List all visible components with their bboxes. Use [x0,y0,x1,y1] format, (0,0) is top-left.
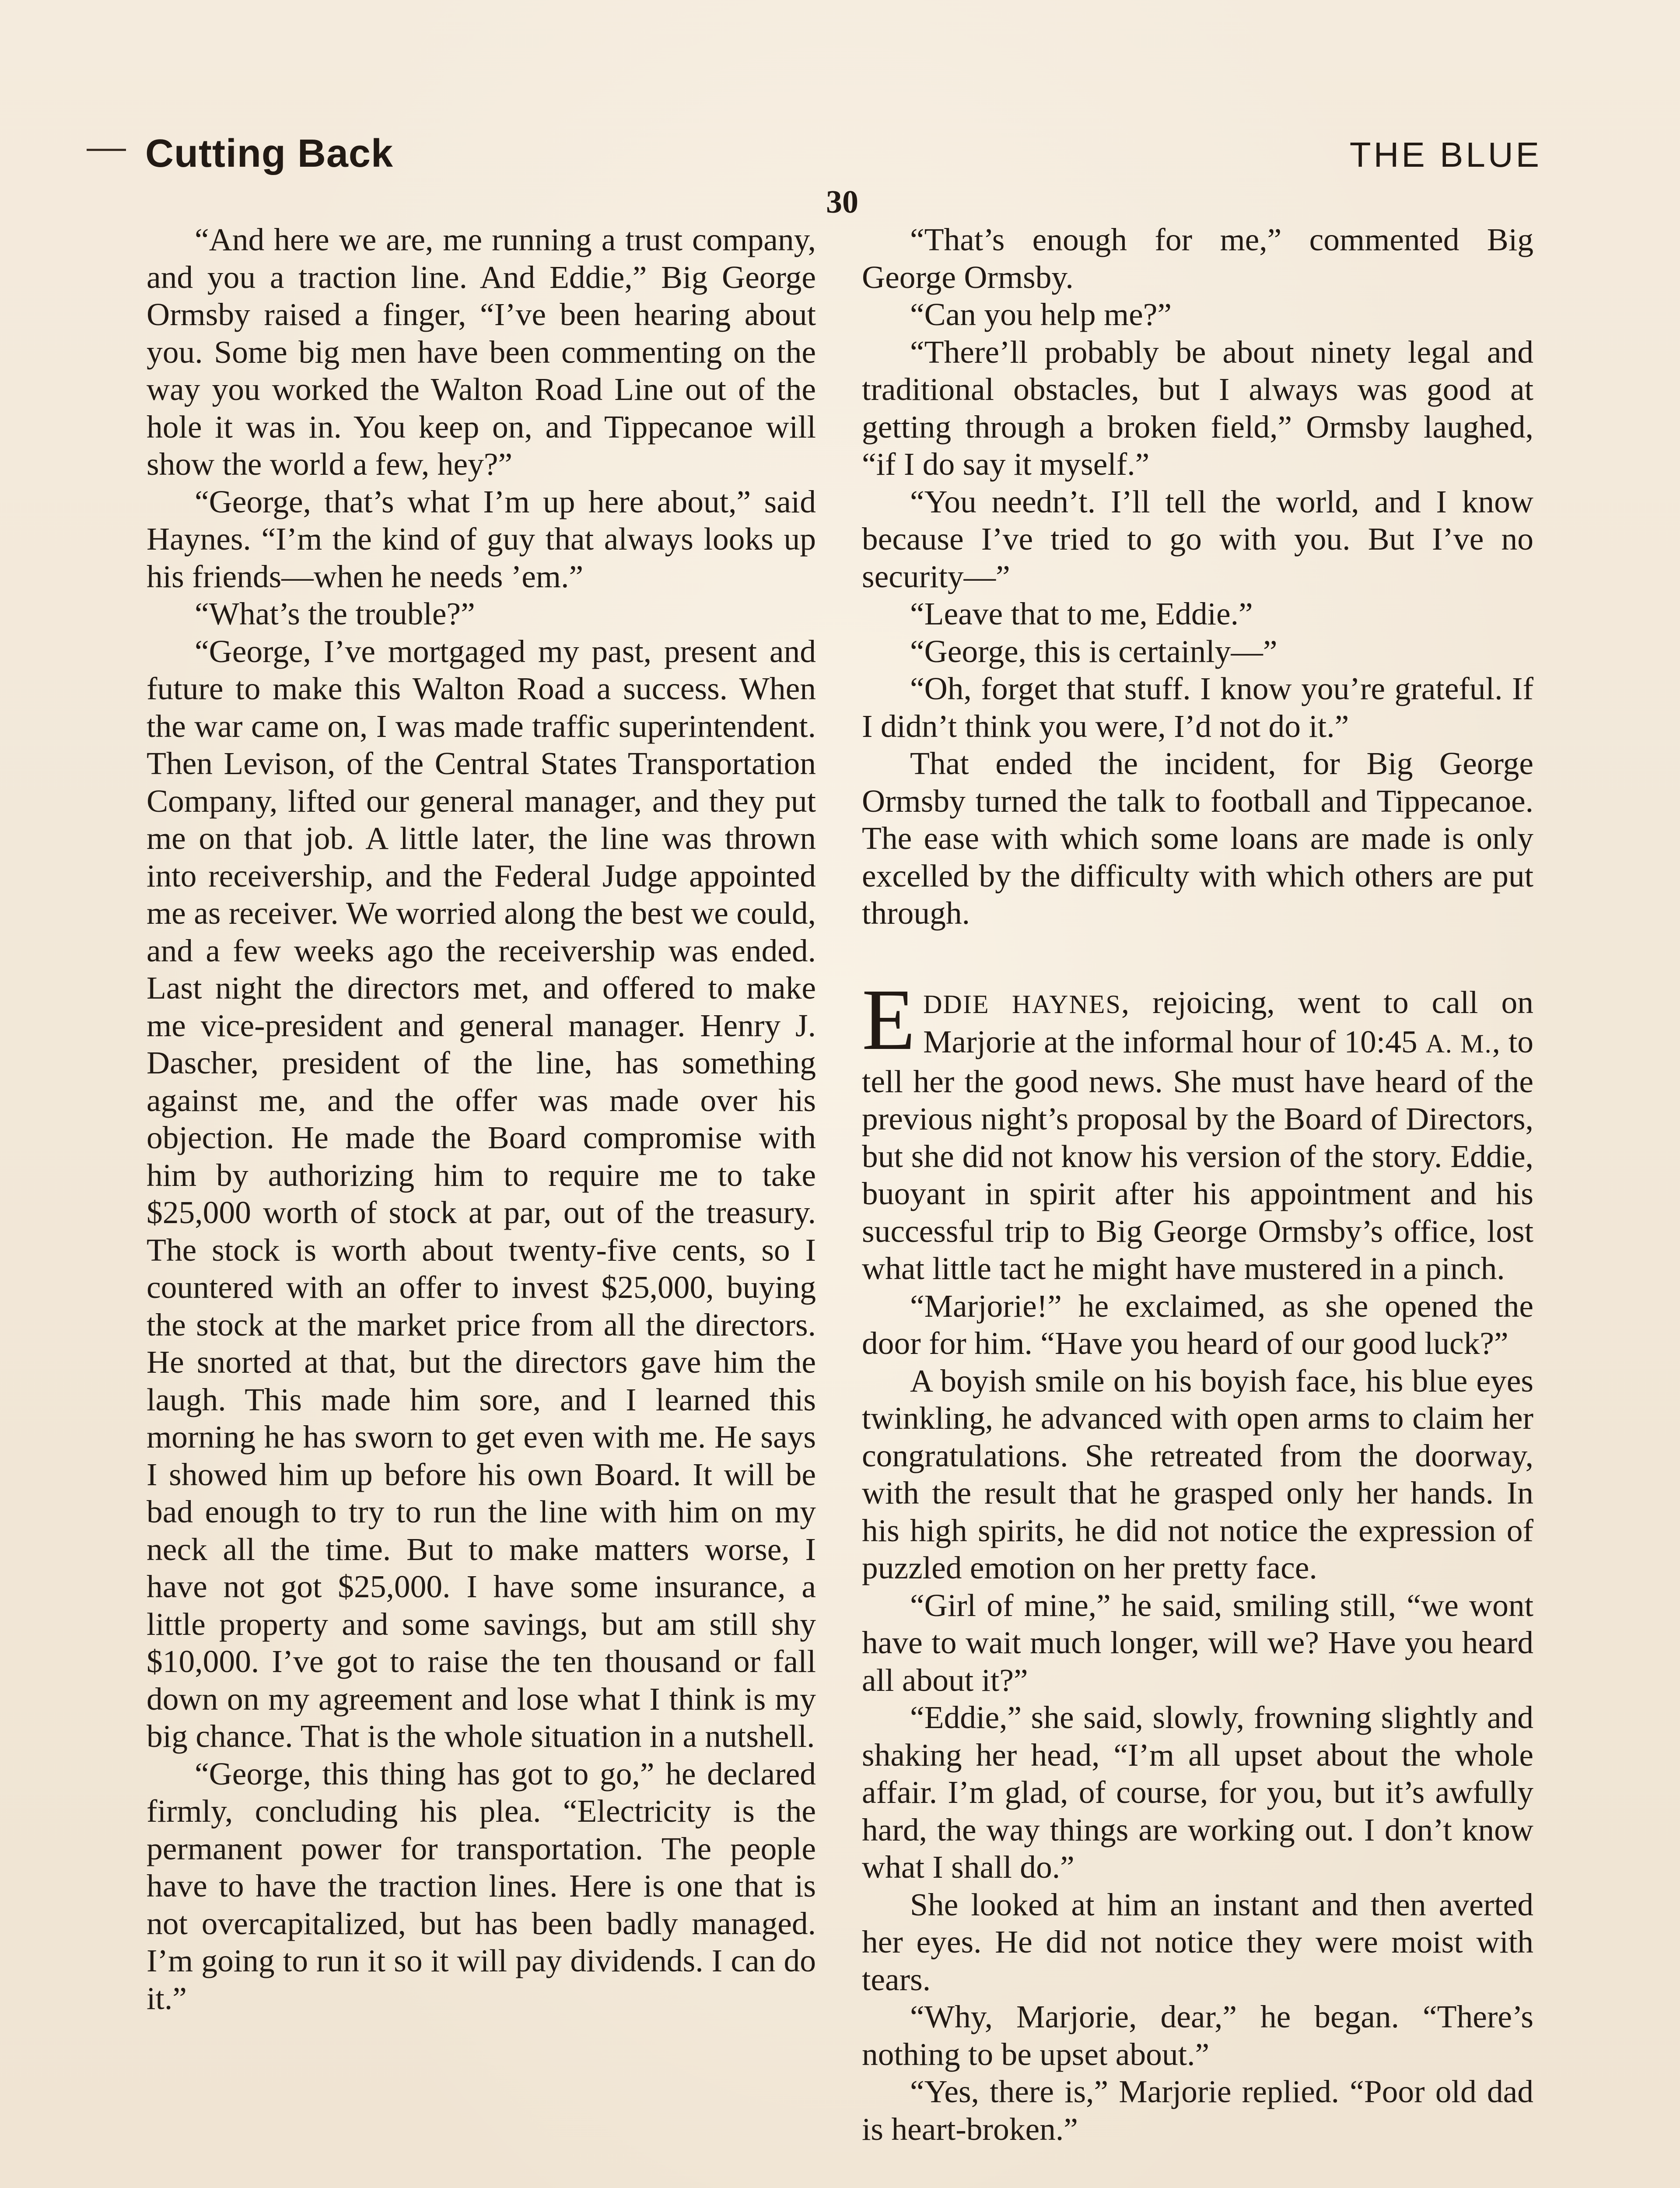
paragraph: “George, I’ve mortgaged my past, present and future to make this Walton Road a success. When the war came on, I was made traffic superintendent. Then Levison, of the Central States Transportation Company, lifted our general manager, and they put me on that job. A little later, the line was thrown into receivership, and the Federal Judge appointed me as receiver. We worried along the best we could, and a few weeks ago the receivership was ended. Last night the directors met, and offered to make me vice-president and general manager. Henry J. Dascher, president of the line, has something against me, and the offer was made over his objection. He made the Board compromise with him by authorizing him to require me to take $25,000 worth of stock at par, out of the treasury. The stock is worth about twenty-five cents, so I countered with an offer to invest $25,000, buying the stock at the market price from all the directors. He snorted at that, but the directors gave him the laugh. This made him sore, and I learned this morning he has sworn to get even with me. He says I showed him up before his own Board. It will be bad enough to try to run the line with him on my neck all the time. But to make matters worse, I have not got $25,000. I have some insurance, a little property and some savings, but am still shy $10,000. I’ve got to raise the ten thousand or fall down on my agreement and lose what I think is my big chance. That is the whole situation in a nutshell. [147,633,816,1754]
paragraph: “What’s the trouble?” [195,596,475,631]
paragraph: “That’s enough for me,” commented Big George Ormsby. [862,222,1533,295]
paragraph: “Eddie,” she said, slowly, frowning slightly and shaking her head, “I’m all upset about the whole affair. I’m glad, of course, for you, but it’s awfully hard, the way things are working out. I don’t know what I shall do.” [862,1700,1533,1885]
running-title-left: Cutting Back [145,132,394,175]
running-title-right: THE BLUE [1349,135,1542,174]
paragraph: “You needn’t. I’ll tell the world, and I know because I’ve tried to go with you. But I’ve no security—” [862,484,1533,594]
paragraph-text: , to tell her the good news. She must have heard of the previous night’s proposal by the Board of Directors, but she did not know his version of the story. Eddie, buoyant in spirit after his appointment and his successful trip to Big George Ormsby’s office, lost what little tact he might have mustered in a pinch. [862,1024,1533,1286]
left-column [147,221,816,2017]
time-suffix: A. M. [1425,1029,1492,1058]
paragraph: “Girl of mine,” he said, smiling still, “we wont have to wait much longer, will we? Have you heard all about it?” [862,1587,1533,1698]
paragraph: “There’ll probably be about ninety legal and traditional obstacles, but I always was good at getting through a broken field,” Ormsby laughed, “if I do say it myself.” [862,334,1533,482]
section-opening-paragraph [862,971,1534,1287]
drop-cap: E [862,971,916,1068]
paragraph: “George, this is certainly—” [910,633,1278,669]
paragraph: She looked at him an instant and then averted her eyes. He did not notice they were moist with tears. [862,1886,1533,1997]
paragraph: That ended the incident, for Big George Ormsby turned the talk to football and Tippecanoe. The ease with which some loans are made is only excelled by the difficulty with which others are put through. [862,746,1533,931]
paragraph-text: , rejoicing, went to call on Marjorie at the informal hour of 10:45 [923,984,1534,1059]
paragraph: “Can you help me?” [910,297,1172,332]
paragraph: “And here we are, me running a trust company, and you a traction line. And Eddie,” Big George Ormsby raised a finger, “I’ve been hearing about you. Some big men have been commenting on the way you worked the Walton Road Line out of the hole it was in. You keep on, and Tippecanoe will show the world a few, hey?” [147,222,816,482]
paragraph: “George, that’s what I’m up here about,” said Haynes. “I’m the kind of guy that always looks up his friends—when he needs ’em.” [147,484,816,594]
paragraph: “Marjorie!” he exclaimed, as she opened the door for him. “Have you heard of our good luck?” [862,1288,1533,1361]
paragraph: “Oh, forget that stuff. I know you’re grateful. If I didn’t think you were, I’d not do it.” [862,671,1533,744]
header-dash [87,149,126,151]
smallcaps-lead: DDIE HAYNES [923,989,1121,1019]
page-number: 30 [826,184,858,220]
paragraph: “Leave that to me, Eddie.” [910,596,1253,631]
paragraph: “George, this thing has got to go,” he declared firmly, concluding his plea. “Electricity is the permanent power for transportation. The people have to have the traction lines. Here is one that is not overcapitalized, but has been badly managed. I’m going to run it so it will pay dividends. I can do it.” [147,1756,816,2016]
paragraph: “Why, Marjorie, dear,” he began. “There’s nothing to be upset about.” [862,1999,1533,2072]
paragraph: A boyish smile on his boyish face, his blue eyes twinkling, he advanced with open arms to claim her congratulations. She retreated from the doorway, with the result that he grasped only her hands. In his high spirits, he did not notice the expression of puzzled emotion on her pretty face. [862,1363,1533,1585]
paragraph: “Yes, there is,” Marjorie replied. “Poor old dad is heart-broken.” [862,2074,1533,2147]
right-column [862,221,1533,2148]
